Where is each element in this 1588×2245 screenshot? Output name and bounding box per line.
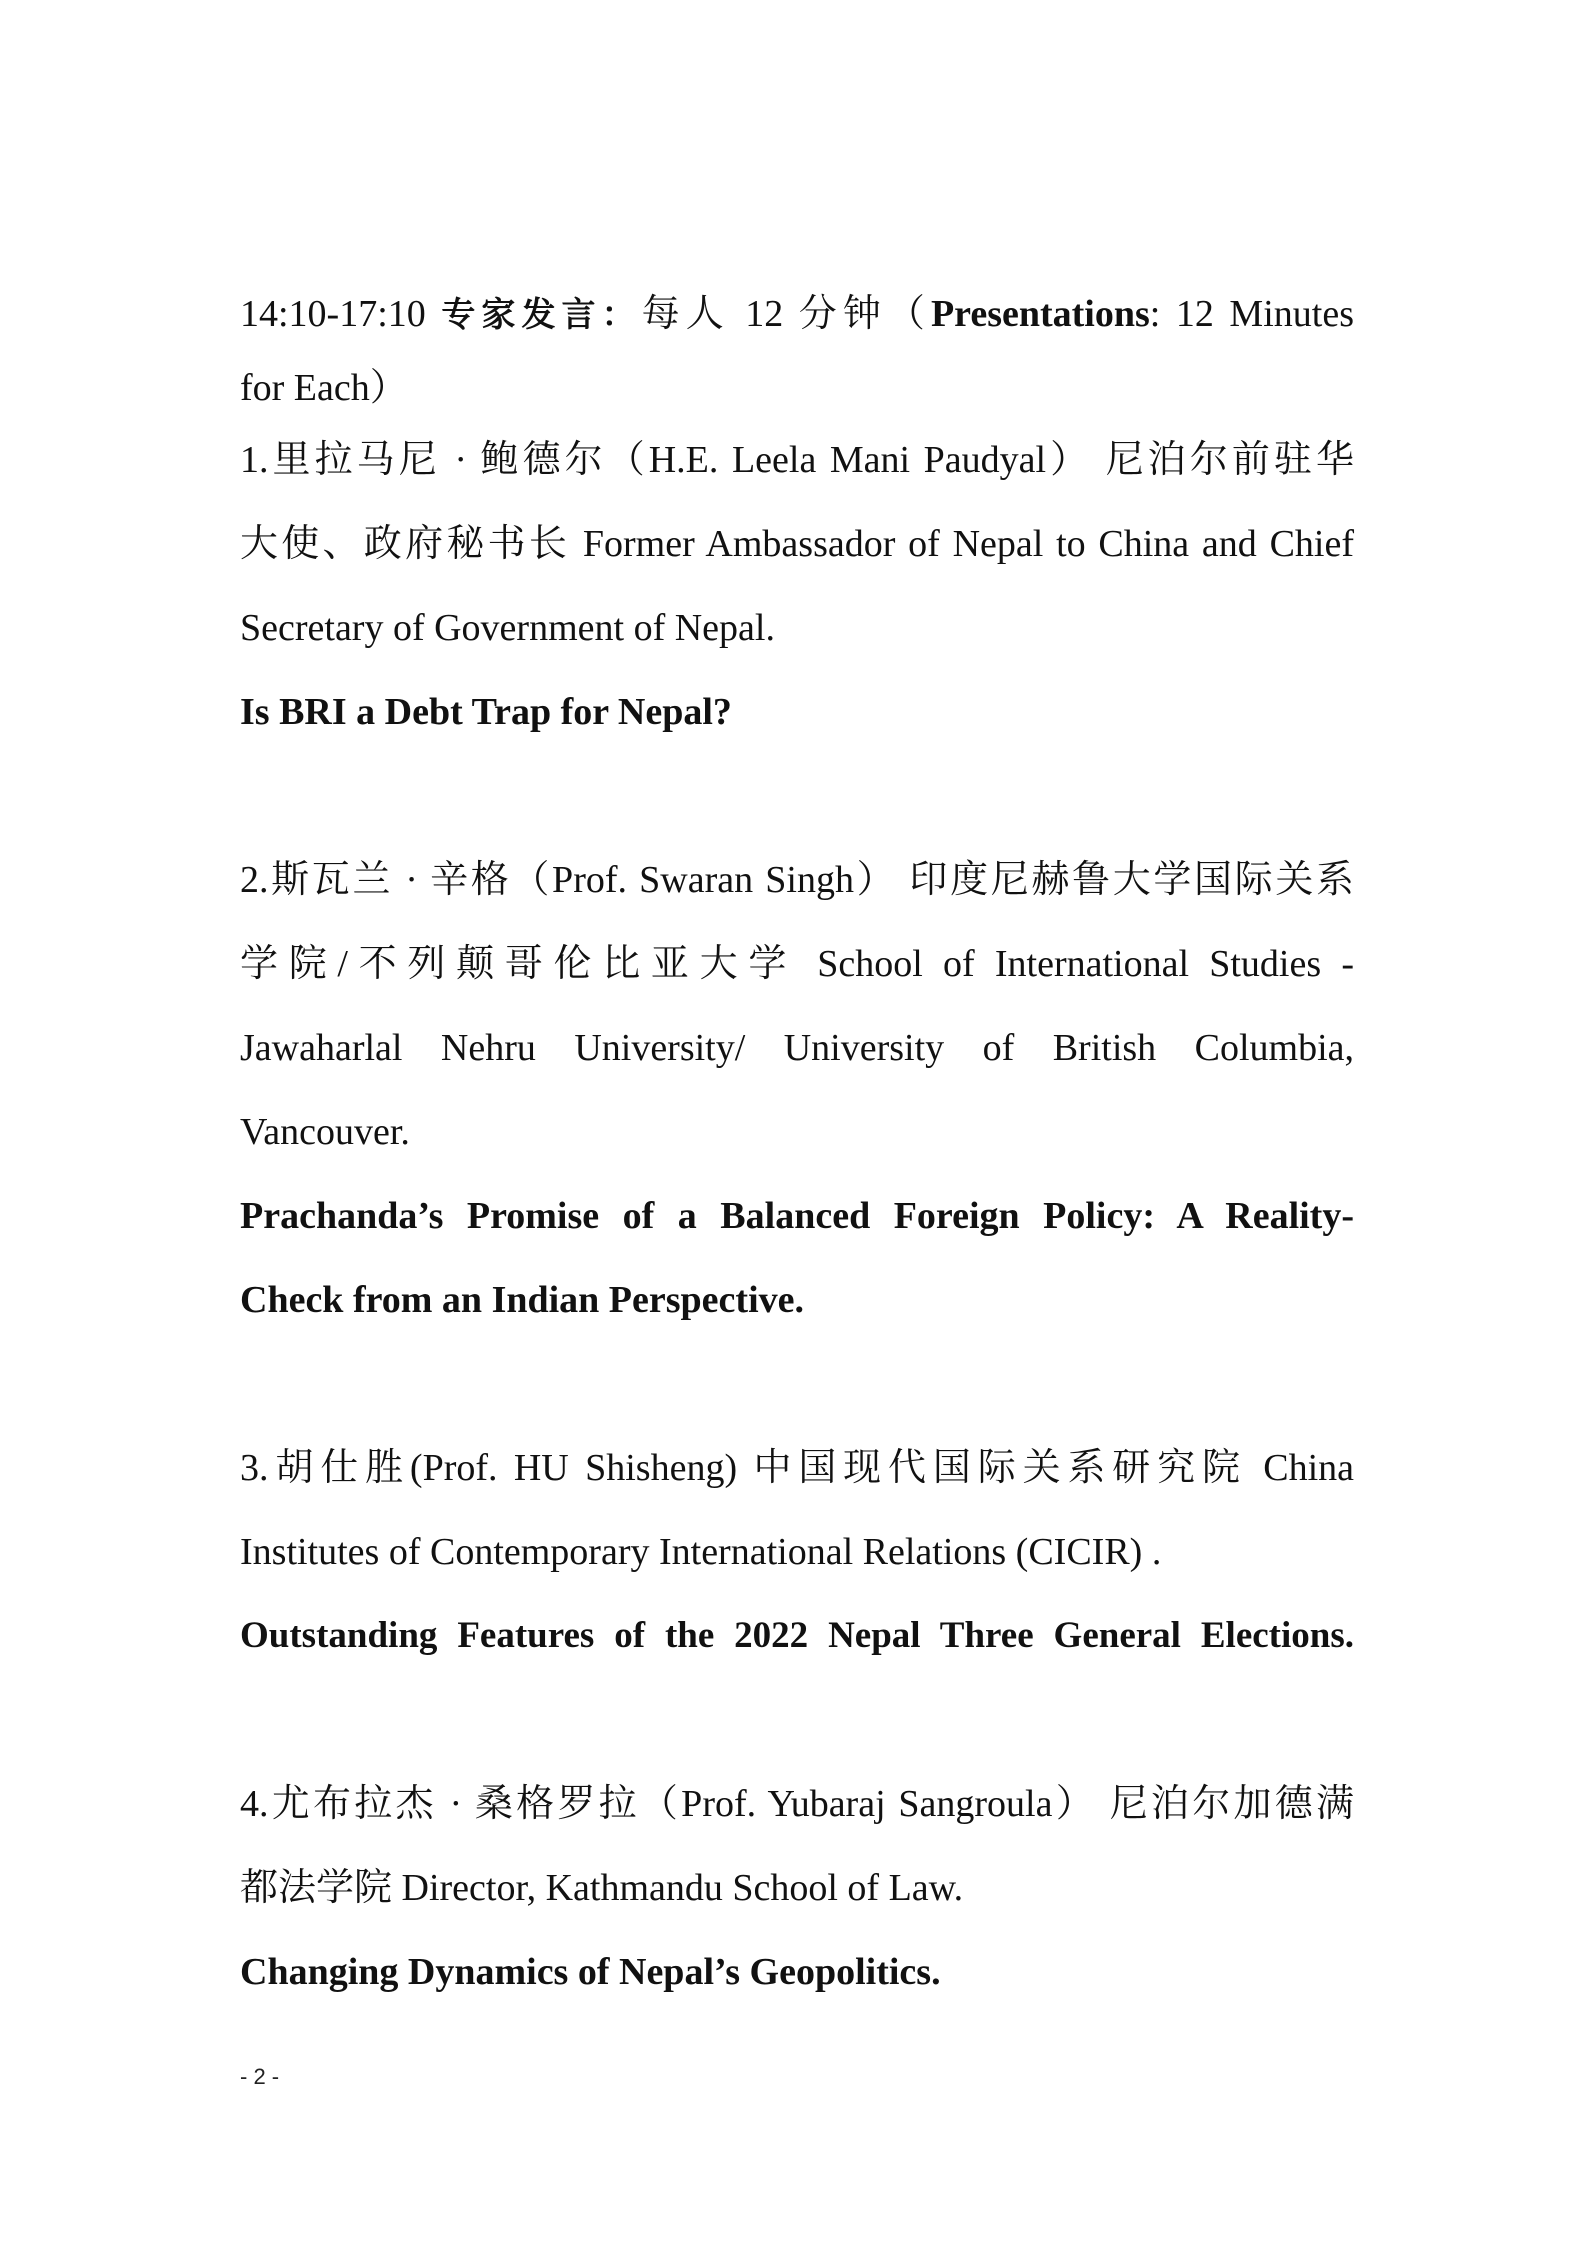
speaker-1-topic: Is BRI a Debt Trap for Nepal? xyxy=(240,691,732,733)
schedule-rule-en: : 12 Minutes xyxy=(1149,293,1354,335)
presentations-label: Presentations xyxy=(930,293,1150,335)
speaker-2-topic-line-1: Prachanda’s Promise of a Balanced Foreign Policy: A Reality- xyxy=(240,1195,1354,1237)
speaker-3-topic: Outstanding Features of the 2022 Nepal Three General Elections. xyxy=(240,1615,1354,1656)
speaker-3-line-1: 3.胡仕胜(Prof. HU Shisheng) 中国现代国际关系研究院 China xyxy=(240,1447,1354,1489)
speaker-2-line-1: 2.斯瓦兰 · 辛格（Prof. Swaran Singh） 印度尼赫鲁大学国际关系 xyxy=(240,859,1354,901)
speaker-2-line-4: Vancouver. xyxy=(240,1111,410,1153)
speaker-4-line-1: 4.尤布拉杰 · 桑格罗拉（Prof. Yubaraj Sangroula） 尼泊尔加德满 xyxy=(240,1783,1354,1825)
schedule-line xyxy=(240,272,1354,356)
speaker-2-topic-line-2: Check from an Indian Perspective. xyxy=(240,1279,804,1321)
speaker-1-line-2: 大使、政府秘书长 Former Ambassador of Nepal to China and Chief xyxy=(240,523,1354,565)
schedule-line-2: for Each） xyxy=(240,367,408,409)
speaker-2-line-2: 学院/不列颠哥伦比亚大学 School of International Studies - xyxy=(240,943,1354,985)
speaker-2-line-3: Jawaharlal Nehru University/ University of British Columbia, xyxy=(240,1027,1354,1069)
speaker-1-line-1: 1.里拉马尼 · 鲍德尔（H.E. Leela Mani Paudyal） 尼泊尔前驻华 xyxy=(240,439,1354,481)
speaker-4-topic: Changing Dynamics of Nepal’s Geopolitics. xyxy=(240,1951,941,1993)
speaker-4-line-2: 都法学院 Director, Kathmandu School of Law. xyxy=(240,1867,964,1909)
page-number: - 2 - xyxy=(240,2064,280,2089)
schedule-time: 14:10-17:10 xyxy=(240,293,426,335)
speaker-3-line-2: Institutes of Contemporary International Relations (CICIR) . xyxy=(240,1531,1162,1573)
speaker-1-line-3: Secretary of Government of Nepal. xyxy=(240,607,775,649)
schedule-heading: 专家发言： xyxy=(441,295,642,335)
schedule-rule: 每人 12 分钟（ xyxy=(641,293,931,335)
